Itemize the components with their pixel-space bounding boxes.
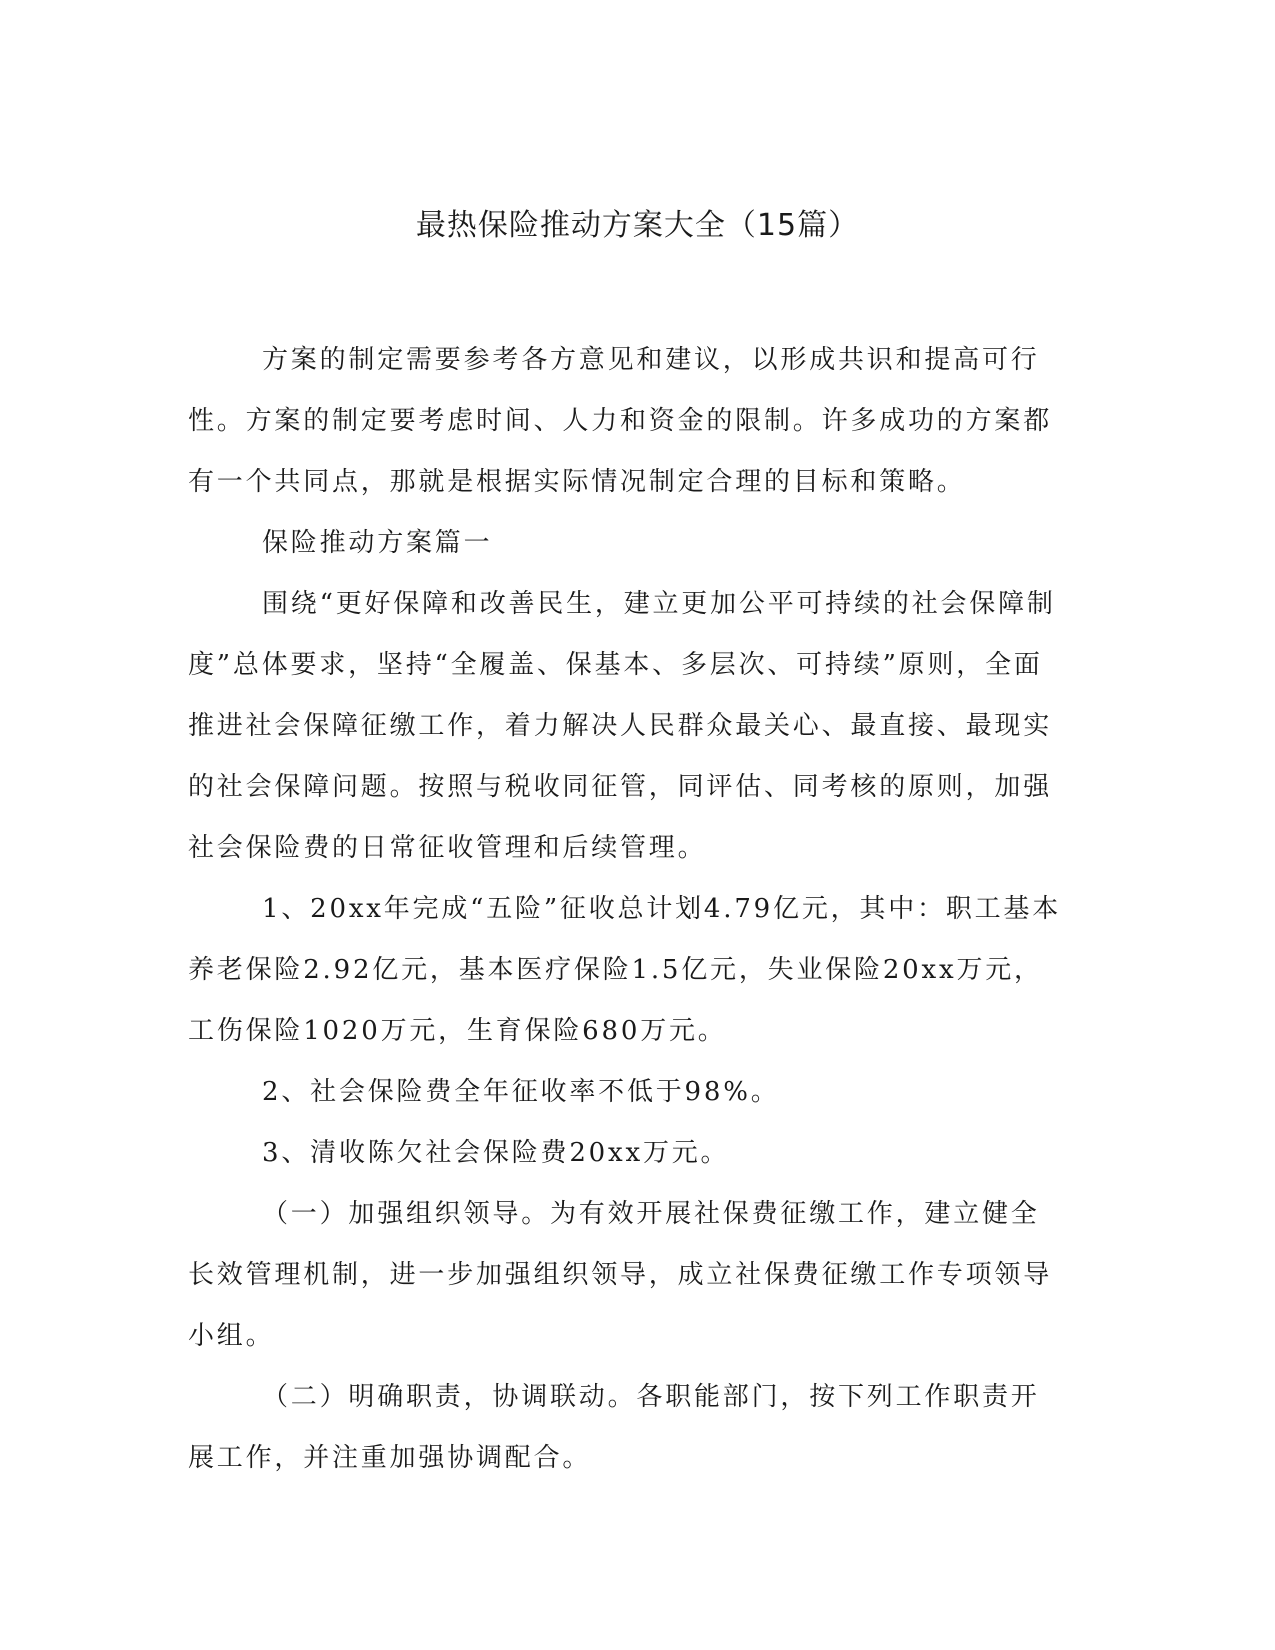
paragraph-measure-2: （二）明确职责，协调联动。各职能部门，按下列工作职责开展工作，并注重加强协调配合。 bbox=[188, 1382, 1040, 1473]
paragraph-item-1: 1、20xx年完成“五险”征收总计划4.79亿元，其中：职工基本养老保险2.92亿元，基本医疗保险1.5亿元，失业保险20xx万元，工伤保险1020万元，生育保险680万元。 bbox=[188, 894, 1062, 1046]
section-heading-part-one: 保险推动方案篇一 bbox=[262, 528, 493, 558]
document-title: 最热保险推动方案大全（15篇） bbox=[415, 208, 860, 243]
paragraph-measure-1: （一）加强组织领导。为有效开展社保费征缴工作，建立健全长效管理机制，进一步加强组织领导，成立社保费征缴工作专项领导小组。 bbox=[188, 1199, 1053, 1351]
paragraph-item-3: 3、清收陈欠社会保险费20xx万元。 bbox=[262, 1138, 730, 1168]
paragraph-principles: 围绕“更好保障和改善民生，建立更加公平可持续的社会保障制度”总体要求，坚持“全履盖、保基本、多层次、可持续”原则，全面推进社会保障征缴工作，着力解决人民群众最关心、最直接、最现实的社会保障问题。按照与税收同征管，同评估、同考核的原则，加强社会保险费的日常征收管理和后续管理。 bbox=[188, 589, 1056, 863]
document-body bbox=[188, 330, 1068, 1489]
paragraph-item-2: 2、社会保险费全年征收率不低于98%。 bbox=[262, 1077, 780, 1107]
paragraph-intro: 方案的制定需要参考各方意见和建议，以形成共识和提高可行性。方案的制定要考虑时间、人力和资金的限制。许多成功的方案都有一个共同点，那就是根据实际情况制定合理的目标和策略。 bbox=[188, 345, 1053, 497]
